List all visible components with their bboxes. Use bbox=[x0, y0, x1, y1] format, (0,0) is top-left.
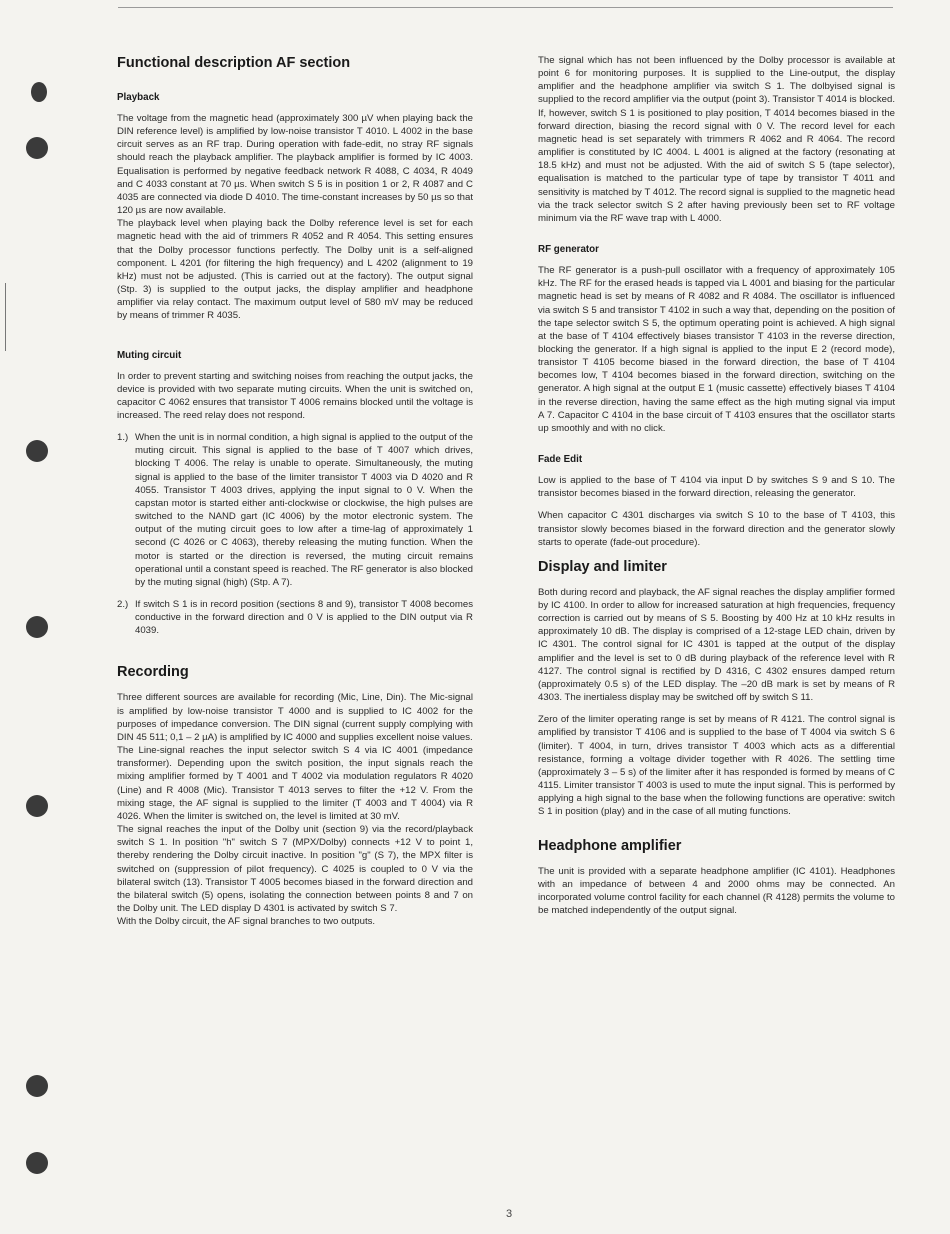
page-top-rule bbox=[118, 7, 893, 8]
display-limiter-heading: Display and limiter bbox=[538, 558, 667, 575]
list-text: When the unit is in normal condition, a high signal is applied to the output of the muting circuit. This signal is applied to the base of T 4007 which drives, blocking T 4006. The relay is unable to operate. Simultaneously, the muting signal is applied to the base of the limiter transistor T 4003 via D 4020 and R 4055. Transistor T 4003 drives, applying the input signal to 0 V. When the capstan motor is started either anti-clockwise or clockwise, the high pulses are switched to the NAND gart (IC 4006) by the motor electronic system. The output of the muting circuit goes to low after a time-lag of approximately 1 second (C 4026 or C 4063), thereby releasing the muting function. When the motor is started or the direction is reversed, the muting circuit remains operational until a constant speed is reached. The RF generator is also blocked by the muting signal (high) (Stp. A 7). bbox=[135, 432, 473, 588]
section-title: Functional description AF section bbox=[117, 55, 351, 71]
muting-list-item bbox=[117, 598, 473, 637]
left-column bbox=[117, 54, 473, 928]
headphone-amplifier-paragraph: The unit is provided with a separate headphone amplifier (IC 4101). Headphones with an impedance of between 4 and 2000 ohms may be connected. An incorporated volume control facility for each channel (R 4128) permits the volume to be matched independently of the output signal. bbox=[538, 865, 895, 916]
muting-heading: Muting circuit bbox=[117, 349, 182, 361]
right-column bbox=[538, 54, 895, 917]
fade-edit-paragraph: Low is applied to the base of T 4104 via input D by switches S 9 and S 10. The transistor becomes biased in the forward direction, releasing the generator. bbox=[538, 475, 895, 500]
list-text: If switch S 1 is in record position (sections 8 and 9), transistor T 4008 becomes conductive in the forward direction and 0 V is applied to the DIN output via R 4039. bbox=[135, 599, 473, 637]
fade-edit-paragraph: When capacitor C 4301 discharges via switch S 10 to the base of T 4103, this transistor slowly becomes biased in the forward direction and the generator slowly starts to operate (fade-out procedure). bbox=[538, 510, 895, 548]
recording-paragraph: Three different sources are available for recording (Mic, Line, Din). The Mic-signal is amplified by low-noise transistor T 4000 and is supplied to IC 4002 for the purposes of impedance conversion. The DIN signal (current supply complying with DIN 45 511; 0,1 – 2 µA) is amplified by IC 4000 and supplies excellent noise values. bbox=[117, 692, 473, 743]
margin-mark bbox=[5, 283, 6, 351]
rf-generator-heading: RF generator bbox=[538, 244, 599, 256]
list-number: 2.) bbox=[117, 599, 129, 610]
binder-hole bbox=[26, 1152, 48, 1174]
fade-edit-heading: Fade Edit bbox=[538, 454, 583, 466]
recording-heading: Recording bbox=[117, 664, 189, 681]
binder-hole bbox=[26, 1075, 48, 1097]
recording-paragraph: The Line-signal reaches the input selector switch S 4 via IC 4001 (impedance transformer). Depending upon the switch position, the input signals reach the mixing amplifier formed by T 4001 and T 4002 via modulation regulators R 4020 (Line) and R 4008 (Mic). Transistor T 4013 serves to filter the +12 V. From the mixing stage, the AF signal is supplied to the limiter (T 4003 and T 4004) via R 4026. When the limiter is switched on, the level is limited at 30 mV. bbox=[117, 745, 473, 822]
recording-paragraph: With the Dolby circuit, the AF signal branches to two outputs. bbox=[117, 916, 376, 928]
display-limiter-paragraph: Zero of the limiter operating range is set by means of R 4121. The control signal is amplified by transistor T 4106 and is supplied to the base of T 4004 via switch S 6 (limiter). T 4004, in turn, drives transistor T 4003 which acts as a differential resistance, forming a voltage divider together with R 4026. The settling time (approximately 3 – 5 s) of the limiter after it has responded is formed by means of C 4115. Limiter transistor T 4003 is used to mute the input signal. This is performed by applying a high signal to the base when the following functions are operative: switch S 1 in position (play) and in the case of all muting functions. bbox=[538, 714, 895, 818]
muting-list-item bbox=[117, 431, 473, 589]
headphone-amplifier-heading: Headphone amplifier bbox=[538, 837, 682, 854]
binder-hole bbox=[26, 440, 48, 462]
binder-hole bbox=[26, 795, 48, 817]
binder-hole bbox=[26, 137, 48, 159]
list-number: 1.) bbox=[117, 432, 129, 444]
playback-heading: Playback bbox=[117, 92, 160, 103]
muting-paragraph: In order to prevent starting and switching noises from reaching the output jacks, the device is provided with two separate muting circuits. When the unit is switched on, capacitor C 4062 ensures that transistor T 4006 remains blocked until the voltage is increased. The reed relay does not respond. bbox=[117, 370, 473, 421]
binder-hole bbox=[31, 82, 47, 102]
page-number: 3 bbox=[505, 1208, 513, 1220]
display-limiter-paragraph: Both during record and playback, the AF signal reaches the display amplifier formed by IC 4100. In order to allow for increased saturation at high frequencies, frequency correction is carried out by means of S 5. Boosting by 400 Hz at 10 kHz results in approximately 10 dB. The display is comprised of a 12-stage LED chain, driven by IC 4301. The control signal for IC 4301 is tapped at the output of the display amplifier and the level is set to 0 dB during playback of the reference level with R 4127. The control signal is rectified by D 4316, C 4302 ensures damped return (approximately 0.5 s) of the LED display. The –20 dB mark is set by means of R 4303. The inertialess display may be switched off by switch S 11. bbox=[538, 586, 895, 704]
playback-paragraph: The voltage from the magnetic head (approximately 300 µV when playing back the DIN reference level) is amplified by low-noise transistor T 4010. L 4002 in the base circuit serves as an RF trap. During operation with fade-edit, no stray RF signals should reach the playback amplifier. The playback amplifier is formed by IC 4003. Equalisation is performed by negative feedback network R 4088, C 4034, R 4049 and C 4033 constant at 70 µs. When switch S 5 is in position 1 or 2, R 4087 and C 4035 are connected via diode D 4010. The time-constant increases by 50 µs so that 120 µs are now available. bbox=[117, 113, 473, 217]
binder-hole bbox=[26, 616, 48, 638]
rf-generator-paragraph: The RF generator is a push-pull oscillator with a frequency of approximately 105 kHz. The RF for the erased heads is tapped via L 4001 and biasing for the particular magnetic head is set by means of R 4082 and R 4084. The oscillator is influenced via switch S 5 and transistor T 4102 in such a way that, depending on the position of the tape selector switch S 5, the optimum operating point is achieved. A high signal at the base of T 4104 effectively biases transistor T 4103 in the reverse direction, blocking the generator. If a high signal is applied to the input E 2 (record mode), transistor T 4105 become biased in the forward direction, the base of T 4104 becomes low, T 4104 becomes biased in the forward direction, switching on the generator. A high signal at the output E 1 (music cassette) effectively biases T 4104 in the reverse direction, having the same effect as the high muting signal via imput A 7. Capacitor C 4104 in the base circuit of T 4103 ensures that the oscillator starts up smoothly and with no click. bbox=[538, 265, 895, 434]
record-amplifier-paragraph: The signal which has not been influenced by the Dolby processor is available at point 6 for monitoring purposes. It is supplied to the Line-output, the display amplifier and the headphone amplifier via switch S 1. The dolbyised signal is supplied to the record amplifier via the output (point 3). Transistor T 4014 is blocked. If, however, switch S 1 is positioned to play position, T 4014 becomes biased in the forward direction, biasing the record signal with 0 V. The record level for each magnetic head is set separately with trimmers R 4062 and R 4064. The record amplifier is constituted by IC 4004. L 4001 is aligned at the factory (resonating at 18.5 kHz) and must not be adjusted. With the aid of switch S 5 (tape selector), equalisation is matched to the particular type of tape by transistor T 4011 and sensitivity is matched by T 4012. The record signal is supplied to the magnetic head via the track selector switch S 2 after having previously been set to RF voltage minimum via the RF wave trap with L 4000. bbox=[538, 55, 895, 224]
playback-paragraph: The playback level when playing back the Dolby reference level is set for each magnetic head with the aid of trimmers R 4052 and R 4054. This setting ensures that the Dolby processor functions perfectly. The Dolby unit is a self-aligned component. L 4201 (for filtering the high frequency) and L 4202 (alignment to 19 kHz) must not be adjusted. (This is carried out at the factory). The output signal (Stp. 3) is supplied to the output jacks, the display amplifier and headphone amplifier via relay contact. The maximum output level of 580 mV may be reduced by means of trimmer R 4035. bbox=[117, 218, 473, 322]
recording-paragraph: The signal reaches the input of the Dolby unit (section 9) via the record/playback switch S 1. In position "h" switch S 7 (MPX/Dolby) connects +12 V to point 1, thereby rendering the Dolby circuit inactive. In position "g" (S 7), the MPX filter is switched on (suppression of pilot frequency). C 4025 is coupled to 0 V via the bilateral switch (13). Transistor T 4005 becomes biased in the forward direction and the bilateral switch (5) opens, isolating the connection between points 8 and 7 on the Dolby unit. The LED display D 4301 is activated by switch S 7. bbox=[117, 824, 473, 914]
